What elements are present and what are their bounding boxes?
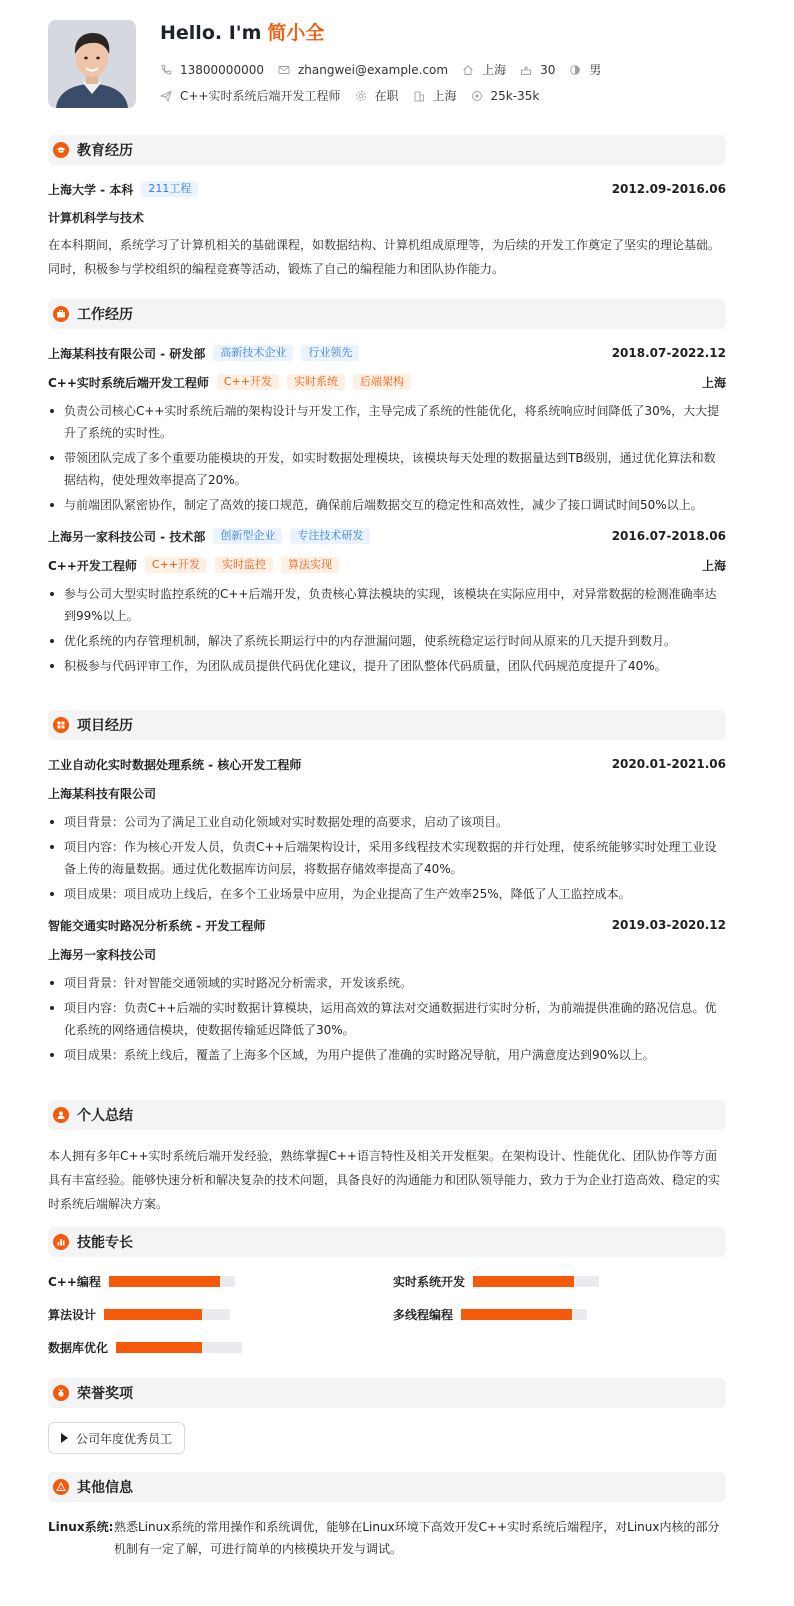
education-section <box>48 135 726 281</box>
awards-section <box>48 1378 726 1454</box>
graduation-cap-icon <box>53 142 69 158</box>
job-role: C++开发工程师 <box>48 558 137 573</box>
skills-grid <box>48 1271 726 1367</box>
info-icon <box>53 1479 69 1495</box>
age-item <box>520 63 555 77</box>
skill-name: 数据库优化 <box>48 1341 109 1355</box>
summary-text: 本人拥有多年C++实时系统后端开发经验，熟练掌握C++语言特性及相关开发框架。在架构设计、性能优化、团队协作等方面具有丰富经验。能够快速分析和解决复杂的技术问题，具备良好的沟通能力和团队领导能力，致力于为企业打造高效、稳定的实时系统后端解决方案。 <box>48 1149 721 1211</box>
job-role-row <box>48 372 726 392</box>
job-role: C++实时系统后端开发工程师 <box>48 375 209 390</box>
send-icon <box>160 90 172 102</box>
job-bullet: 积极参与代码评审工作，为团队成员提供代码优化建议，提升了团队整体代码质量，团队代码规范度提升了40%。 <box>48 655 726 677</box>
major-name: 计算机科学与技术 <box>48 210 145 225</box>
project-company: 上海某科技有限公司 <box>48 786 157 801</box>
job-date: 2016.07-2018.06 <box>611 529 726 543</box>
company-tag: 行业领先 <box>301 345 359 361</box>
skill-tag: 实时监控 <box>215 557 273 573</box>
award-label: 公司年度优秀员工 <box>76 1431 173 1446</box>
work-header <box>48 299 726 329</box>
project-header <box>48 710 726 740</box>
project-bullet: 项目成果：系统上线后，覆盖了上海多个区域，为用户提供了准确的实时路况导航，用户满意度达到90%以上。 <box>48 1044 726 1066</box>
skills-section <box>48 1227 726 1367</box>
job-city: 上海 <box>701 375 726 390</box>
school-tag: 211工程 <box>141 181 198 197</box>
job-entry <box>48 526 726 677</box>
company-name: 上海另一家科技公司 - 技术部 <box>48 529 206 544</box>
work-title: 工作经历 <box>77 307 133 323</box>
other-label: Linux系统: <box>48 1520 114 1534</box>
gear-icon <box>355 90 367 102</box>
skill-item <box>48 1306 230 1323</box>
award-chip <box>48 1422 185 1454</box>
other-title: 其他信息 <box>77 1480 133 1496</box>
candidate-name: 简小全 <box>267 22 325 44</box>
project-name: 工业自动化实时数据处理系统 - 核心开发工程师 <box>48 757 302 772</box>
skill-name: 多线程编程 <box>393 1308 454 1322</box>
user-icon <box>53 1107 69 1123</box>
project-section <box>48 710 726 1069</box>
home-icon <box>462 64 474 76</box>
summary-title: 个人总结 <box>77 1108 133 1124</box>
skill-name: 实时系统开发 <box>393 1275 466 1289</box>
job-bullet: 与前端团队紧密协作，制定了高效的接口规范，确保前后端数据交互的稳定性和高效性，减少了接口调试时间50%以上。 <box>48 494 726 516</box>
skill-item <box>48 1273 235 1290</box>
skills-header <box>48 1227 726 1257</box>
skill-tag: C++开发 <box>217 374 279 390</box>
project-bullet: 项目内容：负责C++后端的实时数据计算模块，运用高效的算法对交通数据进行实时分析，为前端提供准确的路况信息。优化系统的网络通信模块，使数据传输延迟降低了30%。 <box>48 997 726 1041</box>
cake-icon <box>520 64 532 76</box>
phone-value: 13800000000 <box>180 62 264 77</box>
awards-title: 荣誉奖项 <box>77 1386 133 1402</box>
work-section <box>48 299 726 680</box>
project-entry <box>48 915 726 1066</box>
education-desc: 在本科期间，系统学习了计算机相关的基础课程，如数据结构、计算机组成原理等，为后续的开发工作奠定了坚实的理论基础。同时，积极参与学校组织的编程竞赛等活动，锻炼了自己的编程能力和团队协作能力。 <box>48 238 721 276</box>
skill-tag: 实时系统 <box>287 374 345 390</box>
summary-section <box>48 1100 726 1216</box>
project-name-row <box>48 915 726 935</box>
project-company-row <box>48 944 726 964</box>
job-entry <box>48 343 726 516</box>
skill-bar-fill <box>461 1309 572 1320</box>
company-tag: 高新技术企业 <box>213 345 293 361</box>
status-item <box>355 87 399 104</box>
job-role-row <box>48 555 726 575</box>
other-section <box>48 1472 726 1560</box>
resume-page <box>48 20 726 1556</box>
location-value: 上海 <box>482 63 507 77</box>
phone-item <box>160 63 264 77</box>
job-item <box>160 87 341 104</box>
job-date: 2018.07-2022.12 <box>611 346 726 360</box>
education-date: 2012.09-2016.06 <box>611 182 726 196</box>
salary-item <box>471 89 540 103</box>
skill-bar-fill <box>473 1276 574 1287</box>
skill-tag: 算法实现 <box>281 557 339 573</box>
skill-bar <box>461 1309 587 1320</box>
contact-row <box>160 61 615 78</box>
job-bullets <box>48 583 726 677</box>
play-icon <box>61 1433 68 1443</box>
project-bullets <box>48 972 726 1066</box>
target-city-item <box>413 87 457 104</box>
company-tag: 创新型企业 <box>213 528 282 544</box>
skill-tag: 后端架构 <box>353 374 411 390</box>
mail-icon <box>278 64 290 76</box>
school-name: 上海大学 - 本科 <box>48 182 134 197</box>
job-bullet: 参与公司大型实时监控系统的C++后端开发，负责核心算法模块的实现，该模块在实际应用中，对异常数据的检测准确率达到99%以上。 <box>48 583 726 627</box>
skill-bar <box>116 1342 242 1353</box>
age-value: 30 <box>540 62 556 77</box>
skill-bar-fill <box>109 1276 220 1287</box>
job-row <box>160 87 553 104</box>
project-entry <box>48 754 726 905</box>
skill-bar-fill <box>104 1309 202 1320</box>
email-item <box>278 63 448 77</box>
greeting-title <box>160 20 324 46</box>
education-header <box>48 135 726 165</box>
skill-bar <box>104 1309 230 1320</box>
skill-name: 算法设计 <box>48 1308 97 1322</box>
other-text: 熟悉Linux系统的常用操作和系统调优，能够在Linux环境下高效开发C++实时系统后端程序，对Linux内核的部分机制有一定了解，可进行简单的内核模块开发与调试。 <box>114 1520 720 1556</box>
other-header <box>48 1472 726 1502</box>
other-row <box>48 1516 726 1560</box>
profile-header <box>48 20 726 118</box>
coin-icon <box>471 90 483 102</box>
target-city-value: 上海 <box>432 89 457 103</box>
job-bullet: 带领团队完成了多个重要功能模块的开发，如实时数据处理模块，该模块每天处理的数据量达到TB级别，通过优化算法和数据结构，使处理效率提高了20%。 <box>48 447 726 491</box>
phone-icon <box>160 64 172 76</box>
salary-value: 25k-35k <box>490 88 540 103</box>
project-bullets <box>48 811 726 905</box>
avatar <box>48 20 136 108</box>
skills-title: 技能专长 <box>77 1235 133 1251</box>
email-value: zhangwei@example.com <box>297 62 449 77</box>
company-tag: 专注技术研发 <box>290 528 370 544</box>
company-name: 上海某科技有限公司 - 研发部 <box>48 346 206 361</box>
job-value: C++实时系统后端开发工程师 <box>180 89 341 103</box>
gender-value: 男 <box>589 63 602 77</box>
awards-header <box>48 1378 726 1408</box>
job-bullet: 优化系统的内存管理机制，解决了系统长期运行中的内存泄漏问题，使系统稳定运行时间从原来的几天提升到数月。 <box>48 630 726 652</box>
major-row <box>48 207 726 227</box>
education-row <box>48 179 726 199</box>
project-company: 上海另一家科技公司 <box>48 947 157 962</box>
project-company-row <box>48 783 726 803</box>
project-bullet: 项目背景：公司为了满足工业自动化领域对实时数据处理的高要求，启动了该项目。 <box>48 811 726 833</box>
project-bullet: 项目内容：作为核心开发人员，负责C++后端架构设计，采用多线程技术实现数据的并行处理，使系统能够实时处理工业设备上传的海量数据。通过优化数据库访问层，将数据存储效率提高了40%。 <box>48 836 726 880</box>
greeting-text: Hello. I'm <box>160 22 262 44</box>
briefcase-icon <box>53 306 69 322</box>
project-date: 2020.01-2021.06 <box>611 757 726 771</box>
gender-item <box>569 61 601 78</box>
skill-name: C++编程 <box>48 1275 101 1289</box>
education-title: 教育经历 <box>77 143 133 159</box>
location-item <box>462 61 506 78</box>
project-bullet: 项目成果：项目成功上线后，在多个工业场景中应用，为企业提高了生产效率25%，降低了人工监控成本。 <box>48 883 726 905</box>
skill-item <box>393 1306 587 1323</box>
project-name: 智能交通实时路况分析系统 - 开发工程师 <box>48 918 266 933</box>
project-title: 项目经历 <box>77 718 133 734</box>
skill-item <box>48 1339 242 1356</box>
bar-chart-icon <box>53 1234 69 1250</box>
job-bullets <box>48 400 726 516</box>
job-company-row <box>48 343 726 363</box>
project-name-row <box>48 754 726 774</box>
grid-icon <box>53 717 69 733</box>
project-bullet: 项目背景：针对智能交通领域的实时路况分析需求，开发该系统。 <box>48 972 726 994</box>
skill-tag: C++开发 <box>145 557 207 573</box>
job-bullet: 负责公司核心C++实时系统后端的架构设计与开发工作，主导完成了系统的性能优化，将系统响应时间降低了30%，大大提升了系统的实时性。 <box>48 400 726 444</box>
gender-icon <box>569 64 581 76</box>
job-company-row <box>48 526 726 546</box>
skill-bar <box>109 1276 235 1287</box>
job-city: 上海 <box>701 558 726 573</box>
skill-item <box>393 1273 599 1290</box>
skill-bar <box>473 1276 599 1287</box>
skill-bar-fill <box>116 1342 202 1353</box>
building-icon <box>413 90 425 102</box>
project-date: 2019.03-2020.12 <box>611 918 726 932</box>
status-value: 在职 <box>374 89 399 103</box>
medal-icon <box>53 1385 69 1401</box>
summary-header <box>48 1100 726 1130</box>
